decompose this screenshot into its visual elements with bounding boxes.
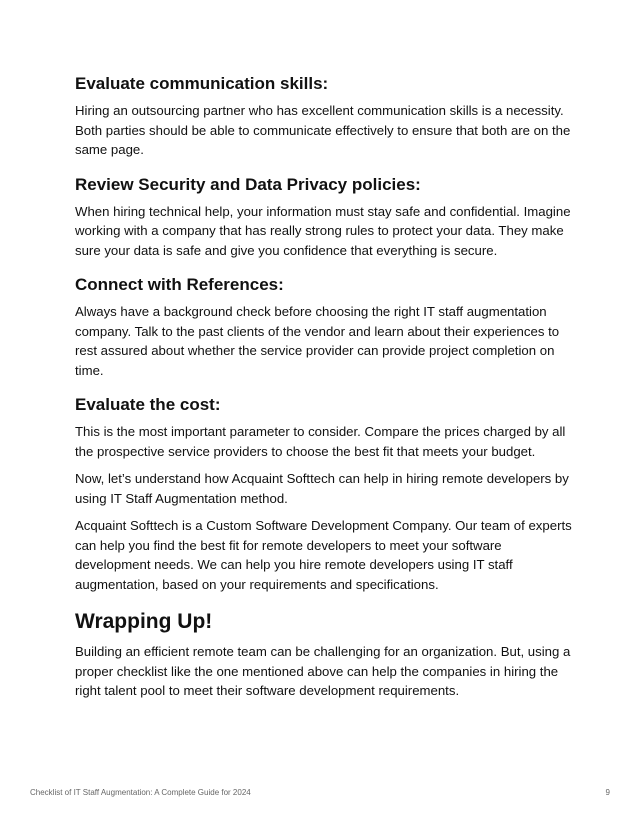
section-wrapping-up xyxy=(75,608,575,701)
section-communication-skills xyxy=(75,73,575,160)
section-paragraph: This is the most important parameter to consider. Compare the prices charged by all the prospective service providers to choose the best fit that meets your budget. xyxy=(75,424,566,459)
wrapping-paragraph: Building an efficient remote team can be challenging for an organization. But, using a proper checklist like the one mentioned above can help the companies in hiring the right talent pool to meet their software development requirements. xyxy=(75,644,571,698)
document-page xyxy=(75,73,575,709)
section-paragraph: Always have a background check before choosing the right IT staff augmentation company. Talk to the past clients of the vendor and learn about their experiences to rest assured about whether the service provider can provide project completion on time. xyxy=(75,304,560,378)
page-footer xyxy=(30,788,610,797)
wrapping-heading: Wrapping Up! xyxy=(75,610,213,633)
page-number: 9 xyxy=(605,788,610,797)
section-paragraph: When hiring technical help, your information must stay safe and confidential. Imagine working with a company that has really strong rules to protect your data. They make sure your data is safe and give you confidence that everything is secure. xyxy=(75,203,571,258)
section-references xyxy=(75,274,575,380)
section-heading: Review Security and Data Privacy policies: xyxy=(75,174,421,194)
section-security-privacy xyxy=(75,174,575,261)
section-paragraph: Now, let’s understand how Acquaint Softtech can help in hiring remote developers by using IT Staff Augmentation method. xyxy=(75,471,569,506)
section-heading: Evaluate the cost: xyxy=(75,395,221,414)
section-paragraph: Acquaint Softtech is a Custom Software Development Company. Our team of experts can help you find the best fit for remote developers to meet your software development needs. We can help you hire remote developers using IT staff augmentation, based on your requirements and specifications. xyxy=(75,518,572,592)
section-heading: Connect with References: xyxy=(75,275,284,294)
section-cost xyxy=(75,394,575,594)
section-heading: Evaluate communication skills: xyxy=(75,74,329,93)
section-paragraph: Hiring an outsourcing partner who has excellent communication skills is a necessity. Both parties should be able to communicate effectively to ensure that both are on the same page. xyxy=(75,103,571,157)
footer-title: Checklist of IT Staff Augmentation: A Complete Guide for 2024 xyxy=(30,788,251,797)
